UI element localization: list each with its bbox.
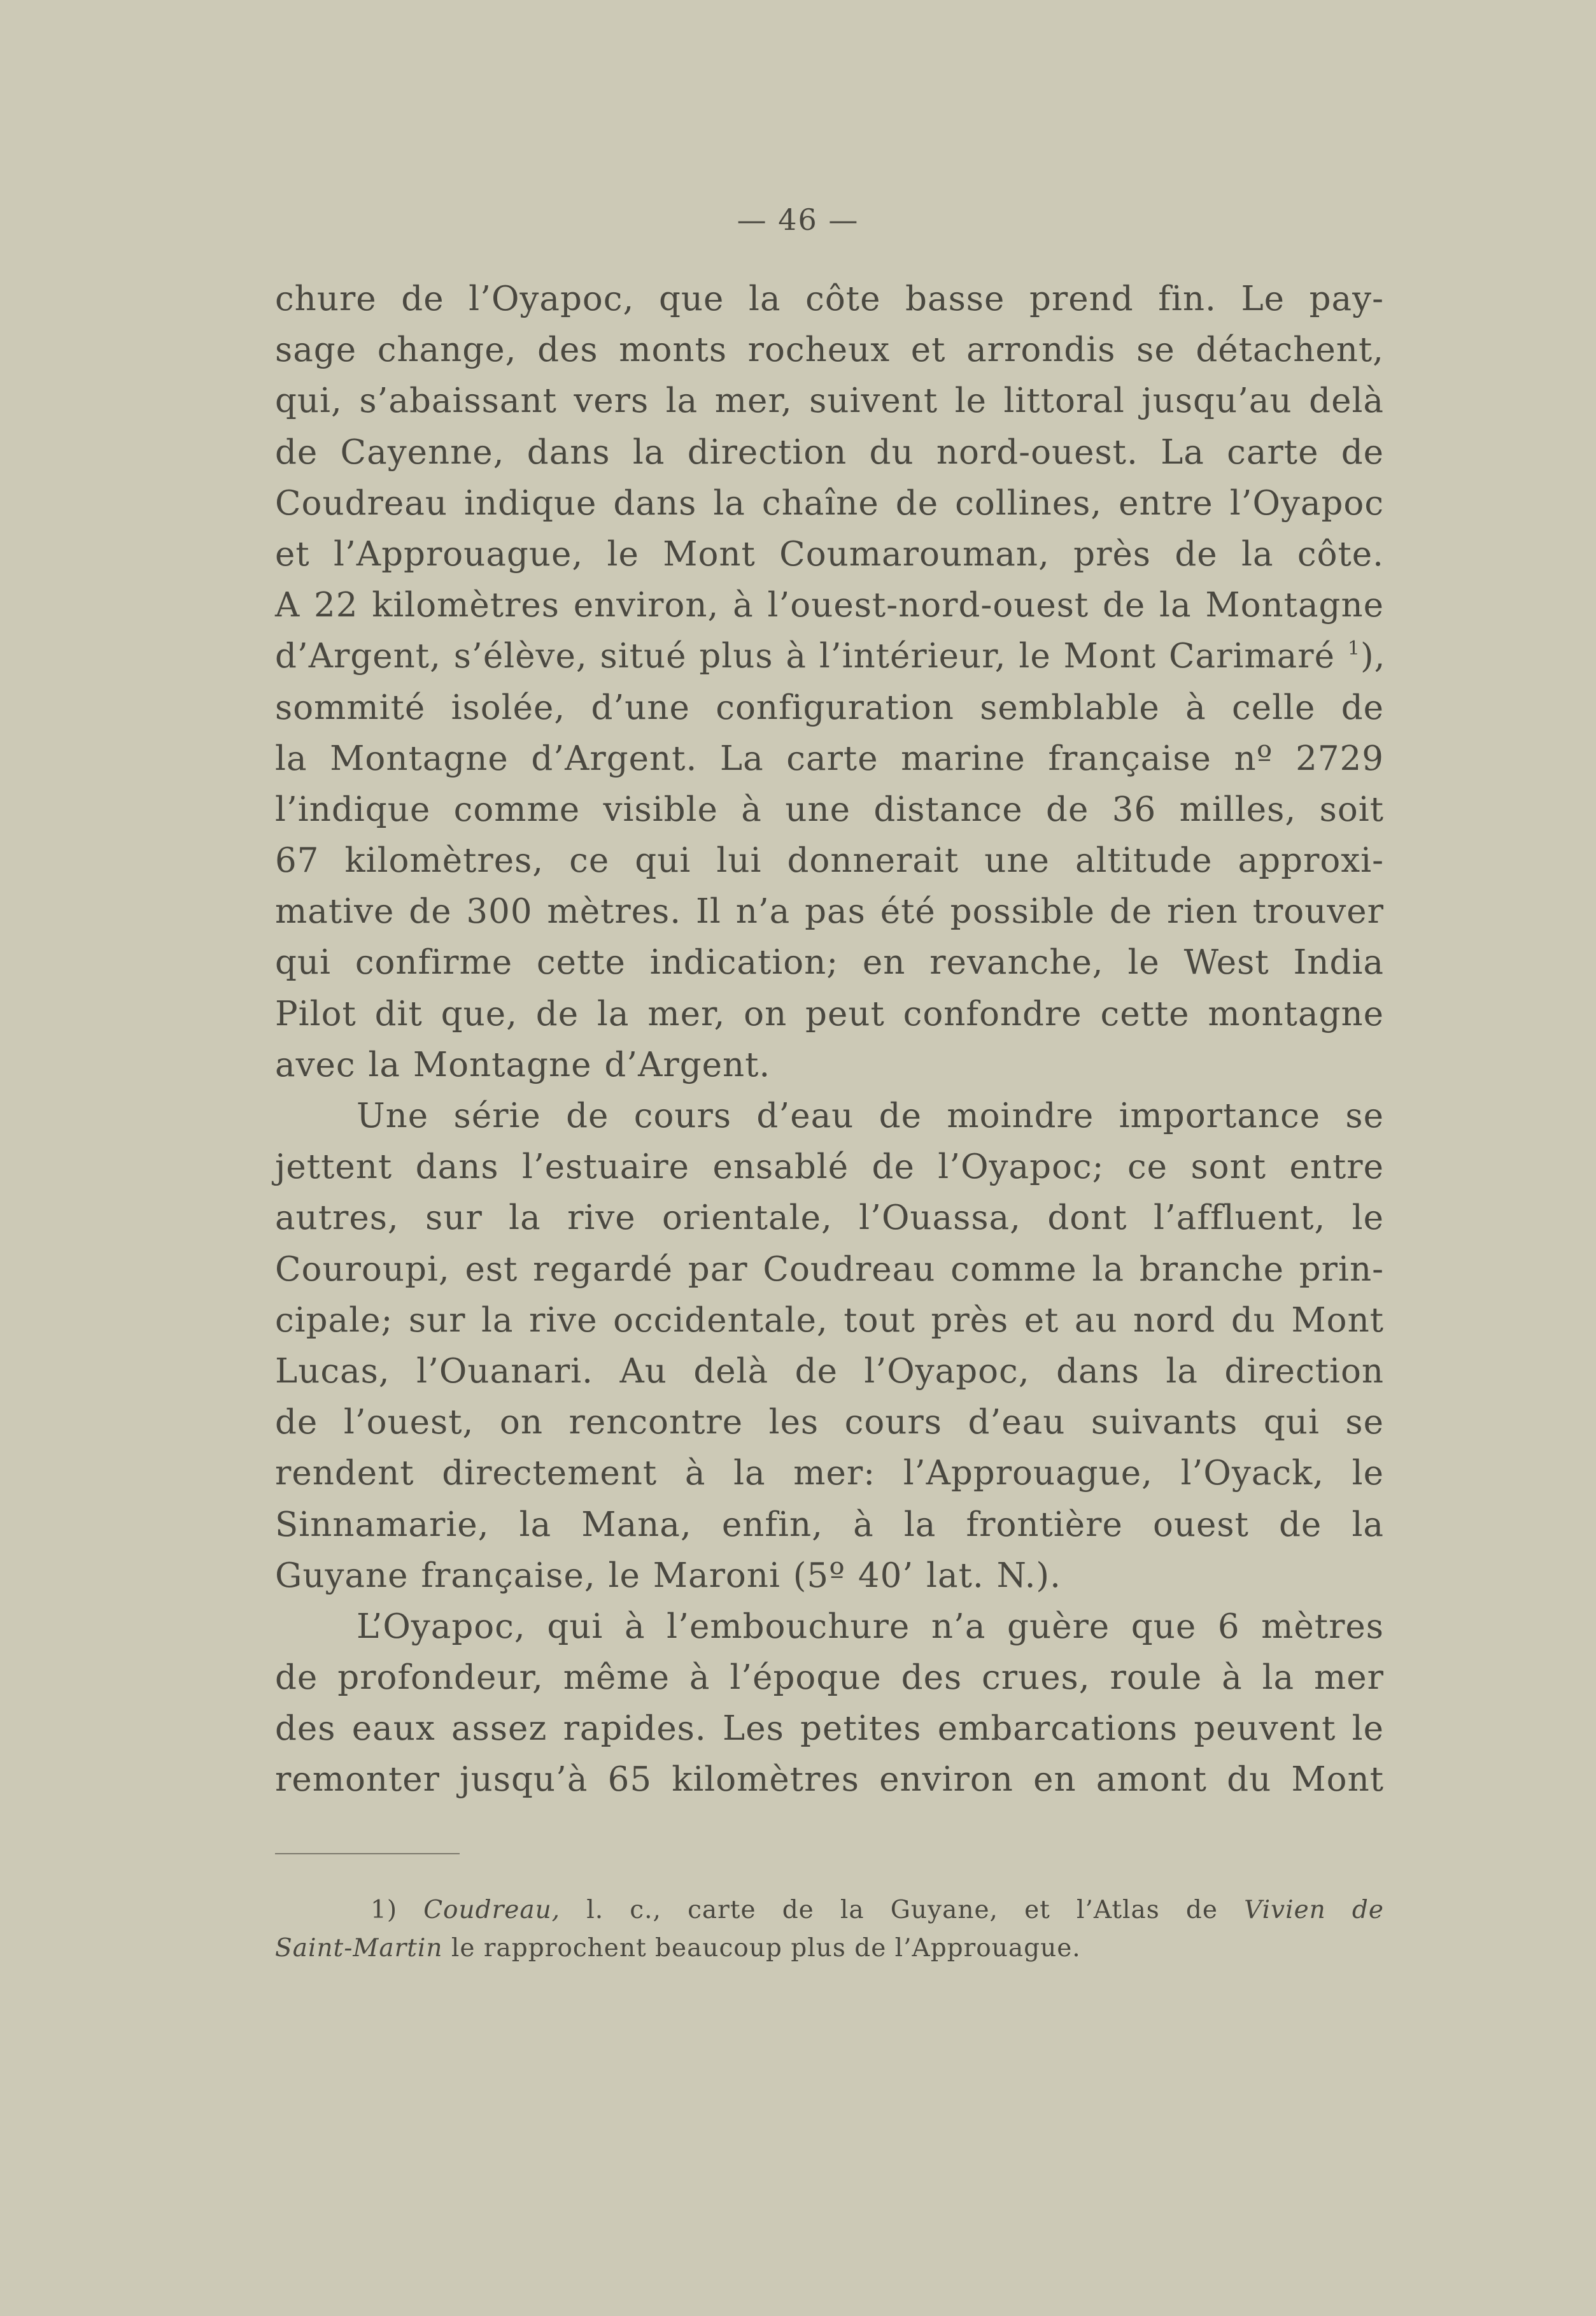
text-line: rendent directement à la mer: l’Approuague, l’Oyack, le [275,1454,1384,1493]
text-line: l’indique comme visible à une distance de 36 milles, soit [275,790,1384,829]
text-line: des eaux assez rapides. Les petites embarcations peuvent le [275,1709,1384,1749]
footnote-text: le rapprochent beaucoup plus de l’Approuague. [451,1934,1081,1963]
footnote-reference-suffix: ), [1360,637,1386,676]
text-line: jettent dans l’estuaire ensablé de l’Oyapoc; ce sont entre [275,1147,1384,1187]
text-line: autres, sur la rive orientale, l’Ouassa, dont l’affluent, le [275,1198,1384,1238]
text-line: sommité isolée, d’une configuration semblable à celle de [275,688,1384,727]
text-line: Guyane française, le Maroni (5º 40’ lat. N.). [275,1556,1061,1595]
text-line-content: d’Argent, s’élève, situé plus à l’intérieur, le Mont Carimaré [275,637,1335,676]
page-number: — 46 — [737,202,859,237]
text-line-with-footnote [275,631,1384,682]
text-line: et l’Approuague, le Mont Coumarouman, près de la côte. [275,534,1384,574]
text-line: remonter jusqu’à 65 kilomètres environ en amont du Mont [275,1760,1384,1800]
text-line: de Cayenne, dans la direction du nord-ouest. La carte de [275,432,1384,472]
text-line: Coudreau indique dans la chaîne de collines, entre l’Oyapoc [275,483,1384,523]
text-line: cipale; sur la rive occidentale, tout près et au nord du Mont [275,1300,1384,1340]
text-line: Lucas, l’Ouanari. Au delà de l’Oyapoc, dans la direction [275,1351,1384,1391]
text-line: chure de l’Oyapoc, que la côte basse prend fin. Le pay- [275,280,1384,318]
footnote-author: Coudreau, [423,1896,561,1924]
text-line: 67 kilomètres, ce qui lui donnerait une altitude approxi- [275,841,1384,881]
text-line: Couroupi, est regardé par Coudreau comme la branche prin- [275,1249,1384,1289]
text-line: de l’ouest, on rencontre les cours d’eau suivants qui se [275,1403,1384,1442]
text-line: L’Oyapoc, qui à l’embouchure n’a guère que 6 mètres [357,1607,1384,1646]
text-line: Sinnamarie, la Mana, enfin, à la frontière ouest de la [275,1505,1384,1544]
text-line: sage change, des monts rocheux et arrondis se détachent, [275,330,1384,370]
text-line: la Montagne d’Argent. La carte marine française nº 2729 [275,739,1384,778]
text-line: Pilot dit que, de la mer, on peut confondre cette montagne [275,994,1384,1034]
text-line: qui, s’abaissant vers la mer, suivent le littoral jusqu’au delà [275,381,1384,421]
footnote-line [275,1891,1384,1929]
body-text [275,274,1384,1806]
text-line: de profondeur, même à l’époque des crues, roule à la mer [275,1658,1384,1698]
footnote-italic-name: Vivien de [1244,1896,1384,1924]
footnote [275,1891,1384,1968]
text-line: avec la Montagne d’Argent. [275,1045,771,1084]
text-line: mative de 300 mètres. Il n’a pas été possible de rien trouver [275,892,1384,932]
footnote-text: l. c., carte de la Guyane, et l’Atlas de [586,1896,1218,1924]
footnote-line [275,1929,1384,1968]
text-line: A 22 kilomètres environ, à l’ouest-nord-ouest de la Montagne [275,586,1384,625]
text-line: qui confirme cette indication; en revanche, le West India [275,943,1384,983]
footnote-reference: 1 [1347,637,1360,660]
text-line: Une série de cours d’eau de moindre importance se [357,1097,1384,1135]
footnote-divider [275,1853,460,1854]
footnote-italic-name: Saint-Martin [275,1934,443,1963]
footnote-marker: 1) [371,1896,398,1924]
